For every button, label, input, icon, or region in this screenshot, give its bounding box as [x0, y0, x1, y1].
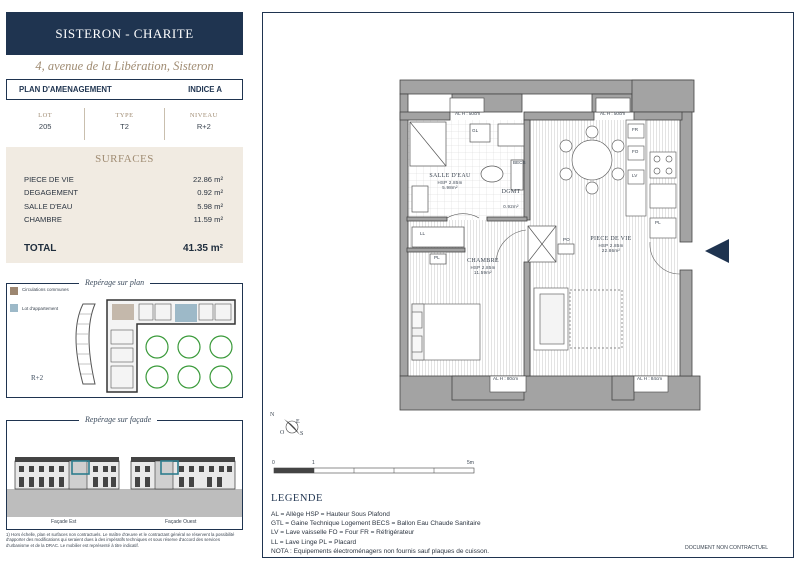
surface-row	[24, 215, 223, 224]
facade-drawing	[7, 421, 242, 529]
type-cell	[85, 108, 164, 140]
circulation-swatch	[10, 287, 18, 295]
sink-icon-kitchen	[650, 184, 676, 208]
surface-label: SALLE D'EAU	[24, 202, 73, 211]
scale-end: 5m	[467, 460, 474, 466]
equip-fr: FR	[632, 127, 639, 132]
equip-pl-2: PL	[655, 220, 661, 225]
room-label-dgmt	[496, 189, 526, 209]
plan-label: PLAN D'AMENAGEMENT	[19, 85, 112, 94]
facade-ouest	[131, 457, 235, 489]
document-note: DOCUMENT NON CONTRACTUEL	[685, 545, 769, 551]
surface-value: 22.86 m²	[193, 175, 223, 184]
gtl-box	[650, 218, 676, 238]
project-address: 4, avenue de la Libération, Sisteron	[35, 59, 214, 73]
po-closet	[558, 244, 574, 254]
equip-ll: LL	[420, 231, 426, 236]
window-label: AL H : 80cm	[493, 376, 519, 381]
towel-rack	[498, 124, 524, 146]
legend-line: GTL = Gaine Technique Logement BECS = Ballon Eau Chaude Sanitaire	[271, 520, 481, 528]
legend-apartment-label: Lot d'appartement	[22, 306, 59, 311]
surface-label: CHAMBRE	[24, 215, 62, 224]
window-label: AL H : 50cm	[600, 111, 626, 116]
facade-est	[15, 457, 119, 489]
legend-line: AL = Allège HSP = Hauteur Sous Plafond	[271, 511, 390, 518]
surfaces-title: SURFACES	[95, 153, 154, 165]
apartment-highlight	[175, 304, 197, 322]
scale-mid: 1	[312, 460, 315, 466]
entry-arrow-icon	[705, 239, 729, 263]
scale-bar	[274, 468, 474, 473]
room-area: 5.98m²	[442, 185, 458, 191]
surface-total-label: TOTAL	[24, 243, 57, 254]
legend-line: LV = Lave vaisselle FO = Four FR = Réfrigérateur	[271, 529, 415, 537]
ll-closet	[412, 227, 464, 247]
floor-plan-drawing	[262, 12, 794, 558]
compass-e: E	[296, 419, 300, 425]
plan-index: INDICE A	[188, 85, 222, 94]
room-label-chambre	[458, 258, 508, 276]
reperage-plan-title: Repérage sur plan	[79, 278, 150, 287]
window-label: AL H : 84cm	[637, 376, 663, 381]
surfaces-panel	[6, 147, 243, 263]
room-name: SALLE D'EAU	[429, 173, 471, 179]
lot-cell	[6, 108, 85, 140]
room-area: 0.92m²	[503, 204, 519, 210]
equip-po: PO	[563, 237, 570, 242]
window-label: AL H : 50cm	[455, 111, 481, 116]
surface-label: DEGAGEMENT	[24, 188, 79, 197]
room-area: 22.86m²	[601, 248, 621, 254]
surface-value: 11.59 m²	[193, 215, 223, 224]
legend-circulation-label: Circulations communes	[22, 287, 69, 292]
equip-fo: FO	[632, 149, 639, 154]
equip-becs: BECS	[513, 160, 526, 165]
lot-caption: LOT	[38, 112, 53, 119]
project-title: SISTERON - CHARITE	[6, 12, 243, 55]
circulation-area	[112, 304, 134, 320]
reperage-plan-box	[6, 278, 243, 398]
surface-row	[24, 188, 223, 197]
room-name: PIECE DE VIE	[590, 236, 632, 242]
surface-value: 5.98 m²	[197, 202, 223, 211]
surface-row	[24, 202, 223, 211]
cooktop-icon	[650, 152, 676, 178]
apartment-swatch	[10, 304, 18, 312]
reperage-facade-box	[6, 415, 243, 530]
level-value: R+2	[196, 122, 211, 131]
toilet-icon	[481, 166, 503, 182]
room-hsp: HSP 2.85m	[470, 265, 496, 271]
room-hsp: HSP 2.85m	[437, 180, 463, 186]
room-hsp: HSP 2.85m	[598, 243, 624, 249]
compass-o: O	[280, 430, 285, 436]
level-cell	[165, 108, 243, 140]
equip-gl: GL	[472, 128, 479, 133]
reperage-facade-title: Repérage sur façade	[79, 415, 157, 424]
surface-label: PIECE DE VIE	[24, 175, 74, 184]
lot-info-row	[6, 108, 243, 140]
surface-value: 0.92 m²	[197, 188, 223, 197]
legend-title: LEGENDE	[271, 493, 323, 504]
equip-pl: PL	[434, 255, 440, 260]
tree-icons	[146, 336, 232, 388]
room-area: 11.59m²	[474, 270, 492, 276]
scale-start: 0	[272, 460, 275, 466]
room-name: CHAMBRE	[467, 258, 499, 264]
type-caption: TYPE	[115, 112, 134, 119]
room-name: DGMT	[501, 189, 521, 195]
legend-block	[271, 493, 489, 556]
plan-title-row	[6, 79, 243, 100]
compass-n: N	[270, 412, 275, 418]
legal-note: 1) Hors échelle, plan et surfaces non contractuels. Le maître d'œuvre et le contractant général se réservent la possibilité d'apporter des modifications qui seraient dues à des impératifs techniques et sous réserve d'accord des services d'urbanisme et de la DRAC. Le mobilier est représenté à titre indicatif.	[6, 532, 235, 548]
room-label-salle-eau	[420, 173, 480, 191]
legend-line: NOTA : Equipements électroménagers non fournis sauf plaques de cuisson.	[271, 547, 490, 555]
lot-value: 205	[38, 122, 52, 131]
facade-est-label: Façade Est	[51, 519, 77, 525]
dining-table-icon	[572, 140, 612, 180]
surface-total-row	[24, 243, 223, 254]
type-value: T2	[120, 122, 129, 131]
facade-ouest-label: Façade Ouest	[165, 519, 197, 525]
room-label-piece-vie	[583, 236, 639, 254]
legend-line: LL = Lave Linge PL = Placard	[271, 538, 357, 546]
level-caption: NIVEAU	[189, 112, 218, 119]
surface-total-value: 41.35 m²	[182, 243, 223, 254]
reperage-level: R+2	[31, 374, 44, 382]
surface-row	[24, 175, 223, 184]
equip-lv: LV	[632, 173, 638, 178]
compass-s: S	[300, 431, 304, 437]
